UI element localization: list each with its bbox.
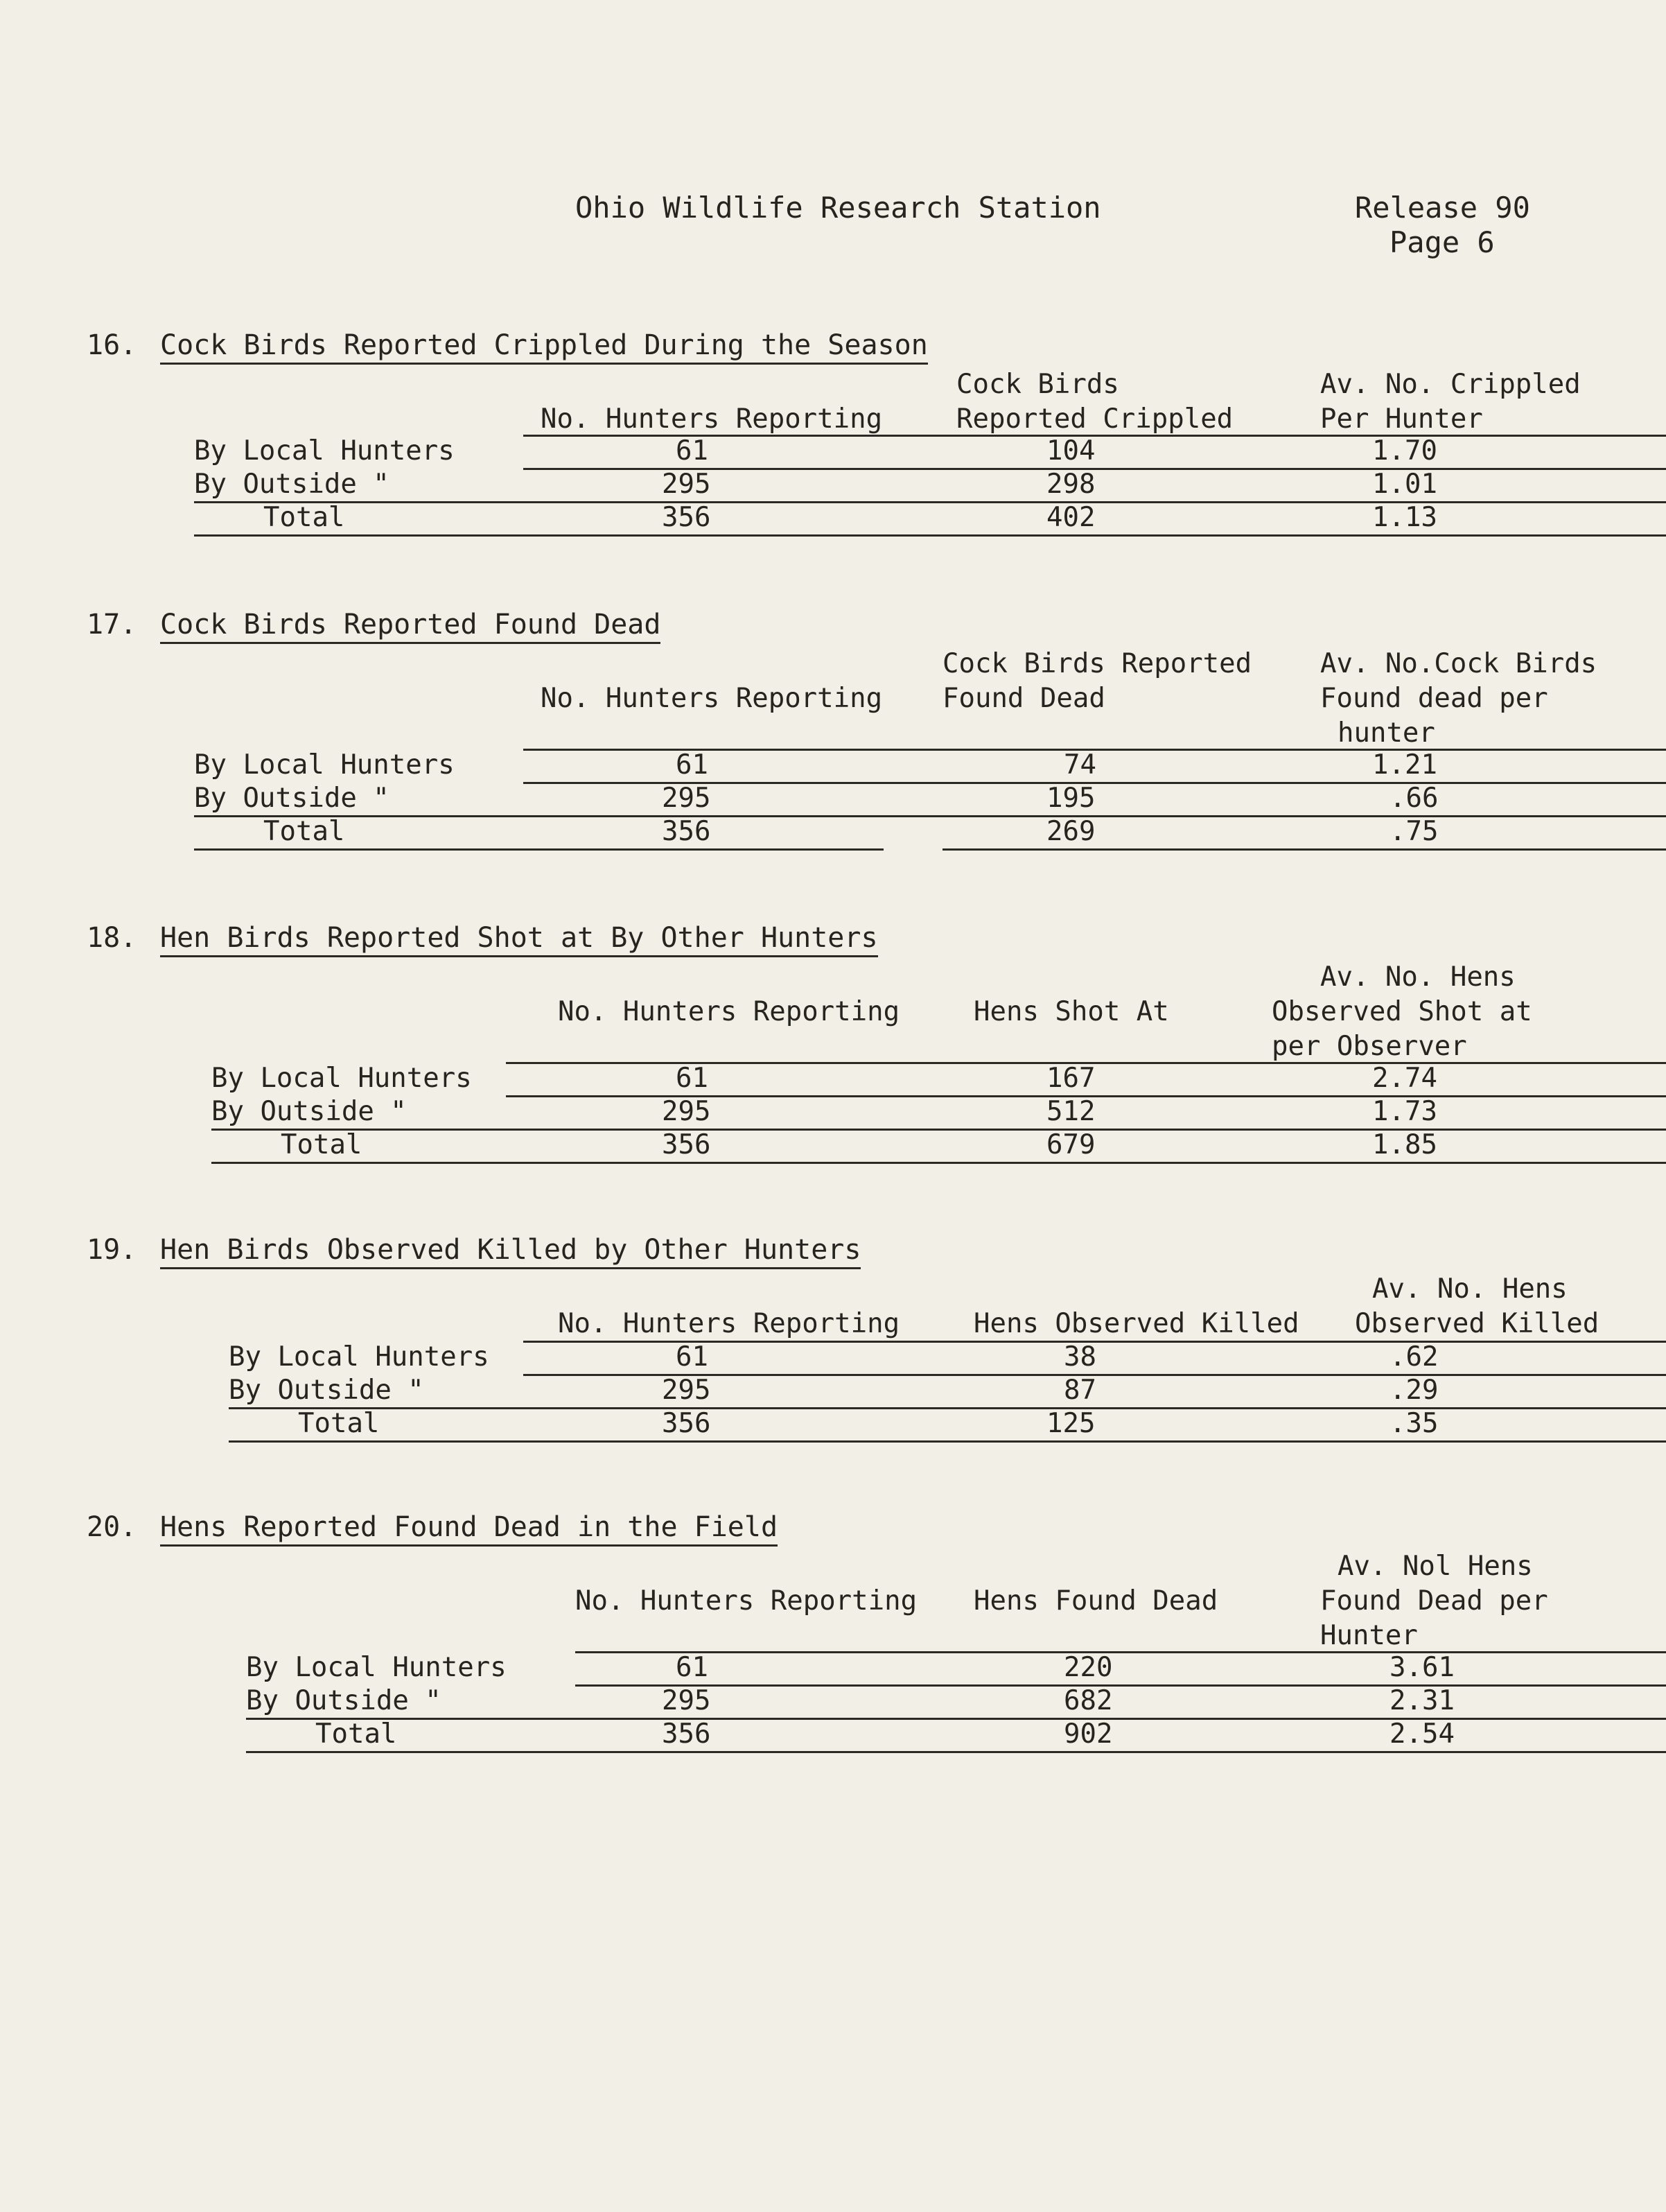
row-rule (194, 534, 1666, 537)
column-header: Av. No.Cock Birds Found dead per hunter (1320, 648, 1597, 749)
table-row-label: By Outside " (194, 469, 389, 500)
row-rule (575, 1684, 1666, 1687)
section-number: 16. (87, 329, 137, 361)
column-header: No. Hunters Reporting (541, 683, 883, 714)
table-cell: 2.54 (1389, 1718, 1455, 1750)
table-cell: 512 (1046, 1096, 1096, 1127)
table-cell: 682 (1064, 1685, 1113, 1716)
row-rule (194, 501, 1666, 503)
section-number: 19. (87, 1234, 137, 1266)
table-cell: 356 (662, 1408, 711, 1439)
table-row-label: By Outside " (229, 1375, 424, 1406)
table-row-label: Total (298, 1408, 380, 1439)
table-row-label: By Local Hunters (194, 749, 455, 781)
table-cell: 125 (1046, 1408, 1096, 1439)
table-row-label: By Outside " (246, 1685, 441, 1716)
table-cell: 1.70 (1372, 435, 1437, 467)
table-row-label: Total (281, 1129, 362, 1160)
table-cell: 2.31 (1389, 1685, 1455, 1716)
column-header: Cock Birds Reported Crippled (956, 369, 1234, 435)
row-rule (229, 1407, 1666, 1409)
row-rule (194, 848, 884, 851)
table-row-label: By Local Hunters (229, 1341, 489, 1373)
section-title (87, 329, 1618, 365)
column-header: Hens Observed Killed (974, 1308, 1299, 1339)
table-cell: 295 (662, 783, 711, 814)
row-rule (211, 1162, 1666, 1164)
section-title-text: Hens Reported Found Dead in the Field (160, 1511, 778, 1547)
column-header: Av. No. Crippled Per Hunter (1320, 369, 1581, 435)
table-cell: 295 (662, 469, 711, 500)
section-20 (87, 1511, 1618, 1768)
table-cell: 1.21 (1372, 749, 1437, 781)
section-17 (87, 609, 1618, 865)
table-cell: 74 (1064, 749, 1096, 781)
section-title (87, 609, 1618, 645)
table-cell: .62 (1389, 1341, 1439, 1373)
section-number: 17. (87, 609, 137, 641)
table-row-label: By Local Hunters (211, 1063, 472, 1094)
section-title-text: Hen Birds Reported Shot at By Other Hunters (160, 922, 878, 957)
table-row-label: By Outside " (194, 783, 389, 814)
column-header: Av. Nol Hens Found Dead per Hunter (1320, 1551, 1548, 1651)
column-header: Av. No. Hens Observed Shot at per Observer (1272, 961, 1532, 1062)
table-cell: 269 (1046, 816, 1096, 847)
table-cell: 167 (1046, 1063, 1096, 1094)
table-row-label: Total (263, 502, 345, 533)
column-header: No. Hunters Reporting (575, 1585, 918, 1617)
section-title (87, 1234, 1618, 1270)
table-cell: 356 (662, 1718, 711, 1750)
table-cell: 195 (1046, 783, 1096, 814)
table-cell: 356 (662, 502, 711, 533)
table-cell: 1.85 (1372, 1129, 1437, 1160)
table-cell: 1.13 (1372, 502, 1437, 533)
table-cell: .75 (1389, 816, 1439, 847)
table-row-label: By Local Hunters (246, 1652, 507, 1683)
table-cell: .29 (1389, 1375, 1439, 1406)
station-name: Ohio Wildlife Research Station (575, 191, 1101, 225)
table-cell: 295 (662, 1375, 711, 1406)
row-rule (942, 848, 1666, 851)
table-cell: 298 (1046, 469, 1096, 500)
table-cell: 356 (662, 1129, 711, 1160)
row-rule (211, 1129, 1666, 1131)
row-rule (246, 1751, 1666, 1753)
table-cell: 61 (676, 749, 708, 781)
table-cell: 220 (1064, 1652, 1113, 1683)
section-19 (87, 1234, 1618, 1456)
table-cell: 38 (1064, 1341, 1096, 1373)
table-cell: 2.74 (1372, 1063, 1437, 1094)
column-header: No. Hunters Reporting (541, 403, 883, 435)
table-cell: 295 (662, 1096, 711, 1127)
section-16 (87, 329, 1618, 544)
table-cell: 402 (1046, 502, 1096, 533)
row-rule (229, 1440, 1666, 1443)
table-cell: 1.01 (1372, 469, 1437, 500)
section-title (87, 1511, 1618, 1547)
table-cell: 1.73 (1372, 1096, 1437, 1127)
table-cell: 295 (662, 1685, 711, 1716)
table-cell: 61 (676, 435, 708, 467)
column-header: No. Hunters Reporting (558, 1308, 900, 1339)
table-cell: 356 (662, 816, 711, 847)
section-title-text: Cock Birds Reported Crippled During the Season (160, 329, 928, 365)
row-rule (194, 815, 1666, 817)
table-cell: 61 (676, 1341, 708, 1373)
section-title (87, 922, 1618, 958)
table-cell: 679 (1046, 1129, 1096, 1160)
column-header: Hens Shot At (974, 996, 1169, 1027)
section-title-text: Cock Birds Reported Found Dead (160, 609, 660, 644)
table-cell: 61 (676, 1652, 708, 1683)
table-cell: 104 (1046, 435, 1096, 467)
release-number: Release 90 (1355, 191, 1530, 225)
table-cell: .35 (1389, 1408, 1439, 1439)
table-cell: 902 (1064, 1718, 1113, 1750)
page-number: Page 6 (1389, 225, 1495, 259)
release-info (1355, 191, 1530, 260)
section-number: 18. (87, 922, 137, 954)
column-header: Cock Birds Reported Found Dead (942, 648, 1252, 714)
table-cell: 61 (676, 1063, 708, 1094)
table-cell: 3.61 (1389, 1652, 1455, 1683)
section-18 (87, 922, 1618, 1178)
section-title-text: Hen Birds Observed Killed by Other Hunters (160, 1234, 861, 1269)
column-header: Av. No. Hens Observed Killed (1355, 1273, 1599, 1339)
table-cell: 87 (1064, 1375, 1096, 1406)
section-number: 20. (87, 1511, 137, 1543)
table-row-label: By Outside " (211, 1096, 407, 1127)
table-cell: .66 (1389, 783, 1439, 814)
table-row-label: Total (315, 1718, 397, 1750)
table-row-label: Total (263, 816, 345, 847)
column-header: No. Hunters Reporting (558, 996, 900, 1027)
header-rule (575, 1651, 1666, 1653)
table-row-label: By Local Hunters (194, 435, 455, 467)
column-header: Hens Found Dead (974, 1585, 1218, 1617)
